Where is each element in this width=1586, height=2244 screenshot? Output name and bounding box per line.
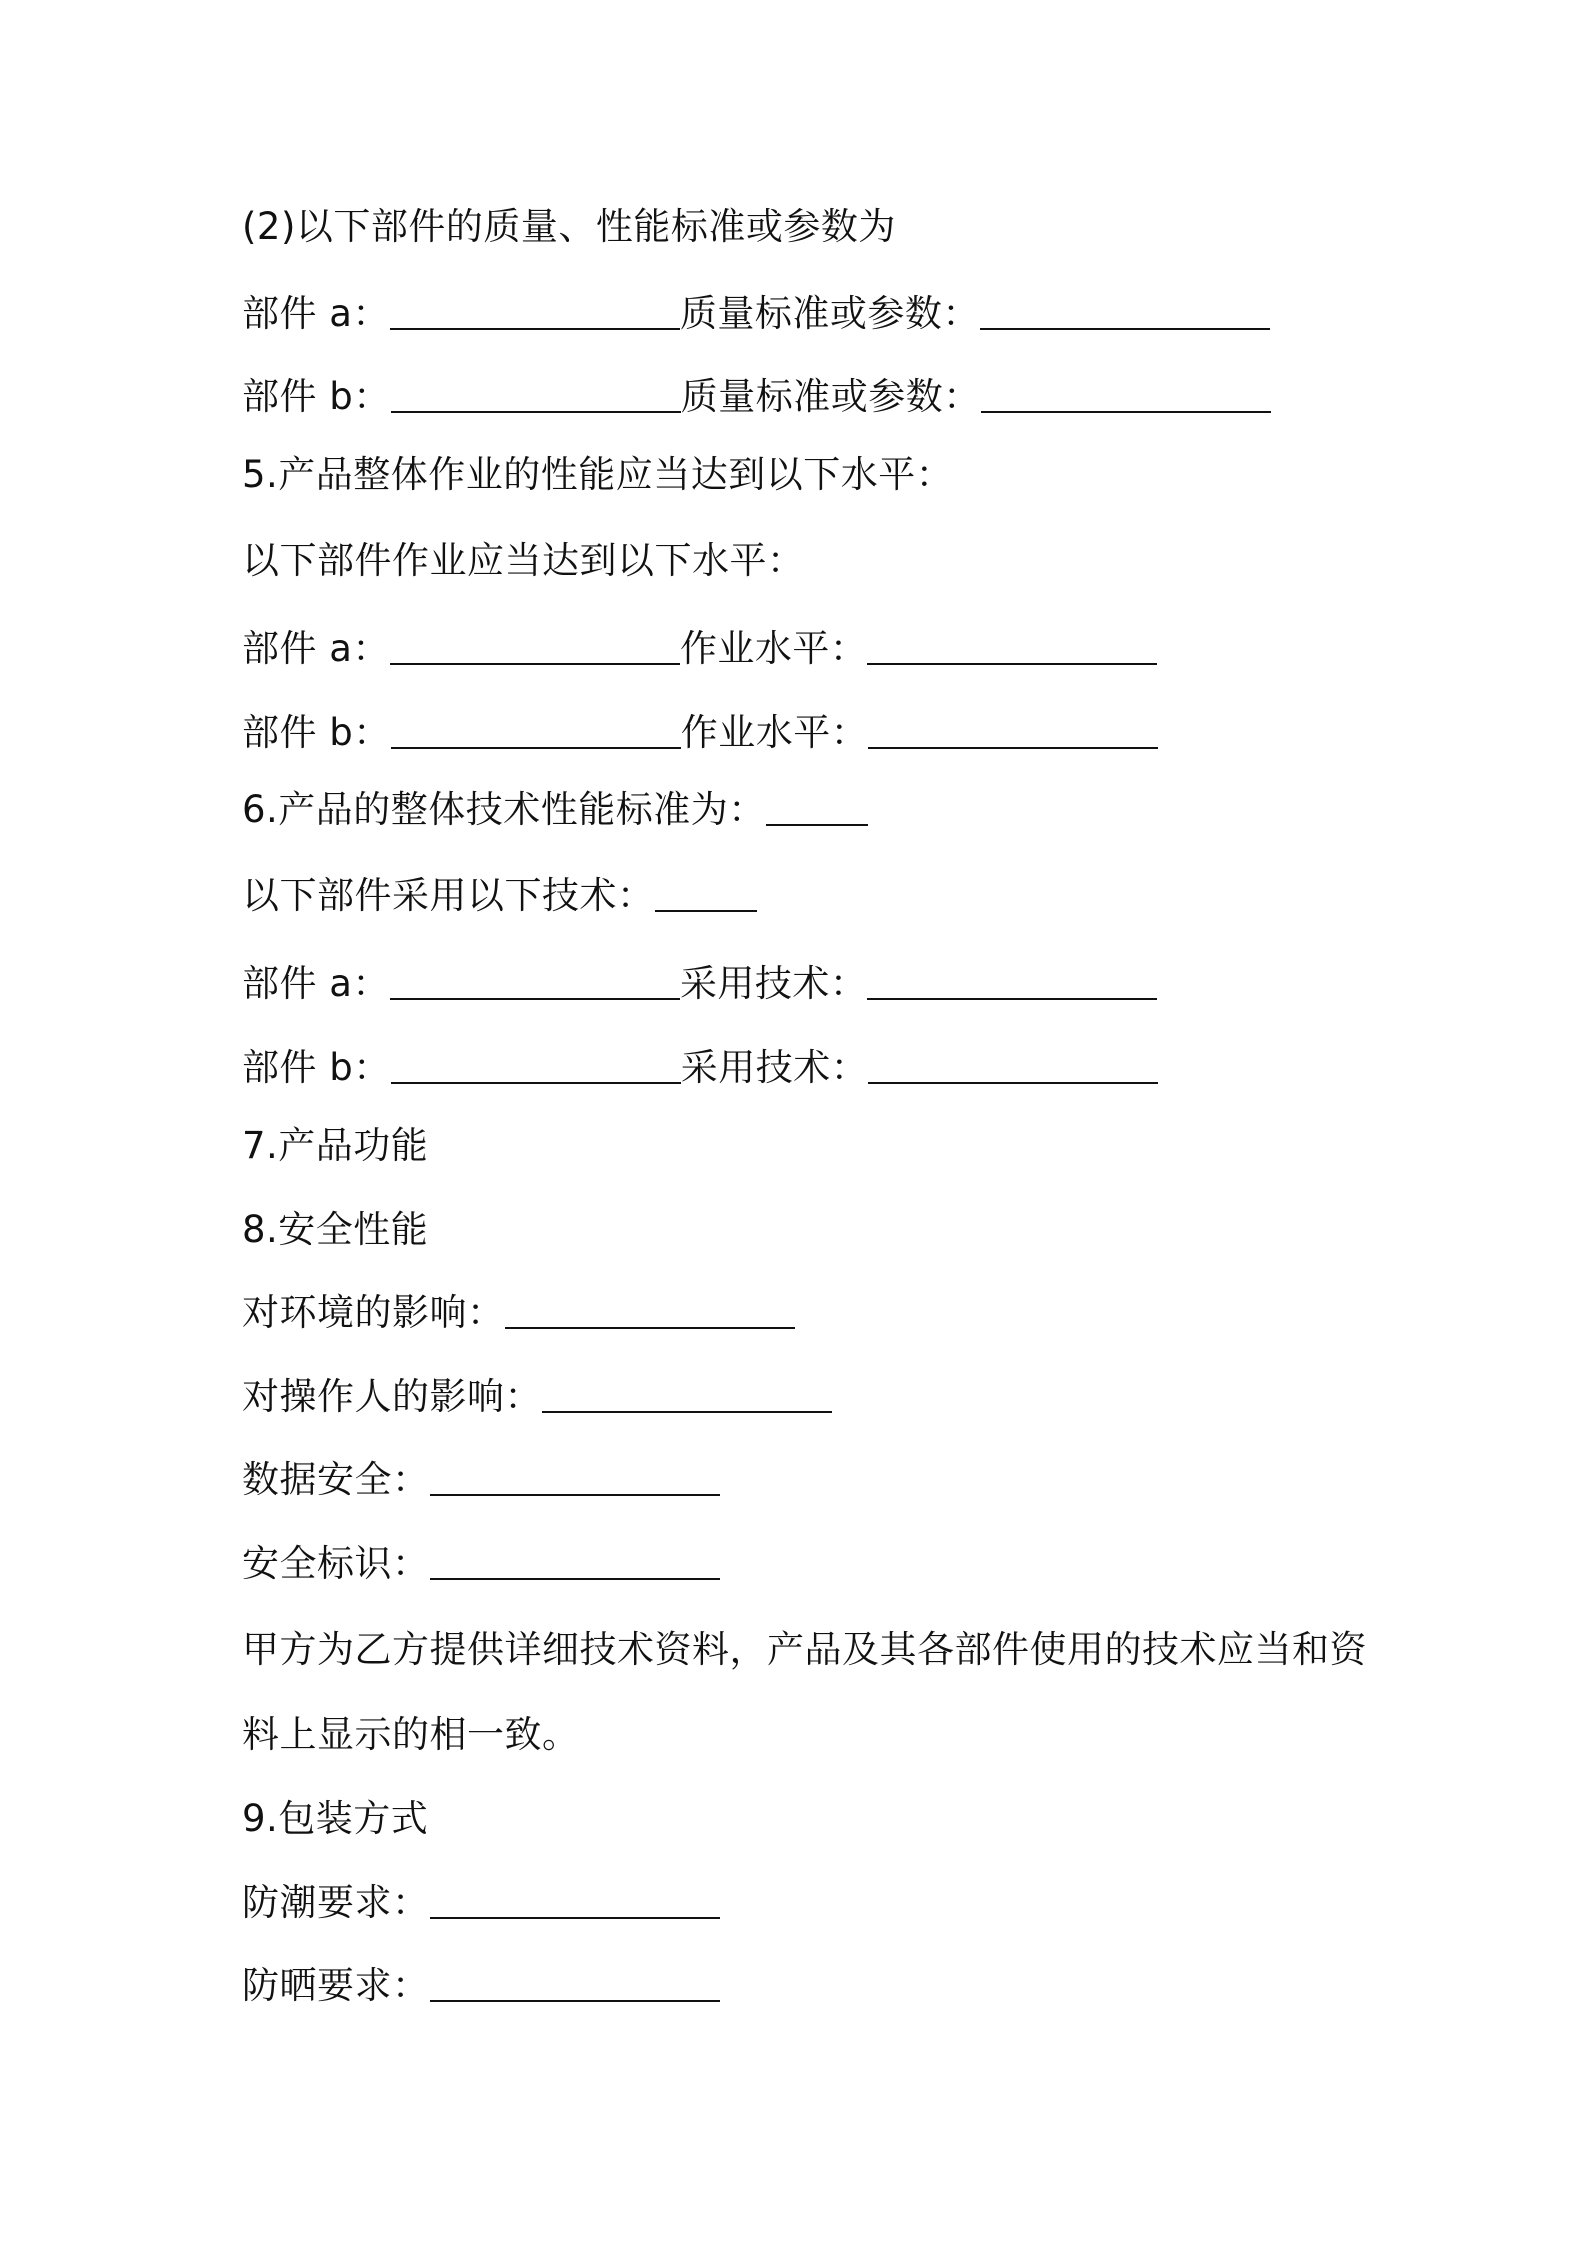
field-label: 防潮要求：: [242, 1881, 430, 1924]
moisture-proof-row: [242, 1881, 720, 1925]
field-label: 以下部件采用以下技术：: [242, 874, 655, 917]
environment-impact-row: [242, 1291, 795, 1335]
environment-impact-blank[interactable]: [505, 1293, 795, 1329]
field-label: 作业水平：: [679, 627, 868, 670]
field-label: 部件 b：: [242, 375, 391, 418]
component-a-name-blank[interactable]: [390, 629, 680, 665]
line-text: 9.包装方式: [242, 1797, 429, 1840]
field-label: 防晒要求：: [242, 1964, 430, 2007]
line-text: 8.安全性能: [242, 1208, 429, 1251]
operator-impact-row: [242, 1375, 832, 1419]
sun-proof-row: [242, 1964, 720, 2008]
component-b-quality-row: [242, 375, 1271, 419]
field-label: 对操作人的影响：: [242, 1375, 542, 1418]
field-label: 对环境的影响：: [242, 1291, 505, 1334]
field-label: 采用技术：: [679, 962, 868, 1005]
section-heading-6: [242, 788, 868, 832]
field-label: 质量标准或参数：: [680, 375, 981, 418]
component-a-operation-blank[interactable]: [867, 629, 1157, 665]
component-a-name-blank[interactable]: [390, 964, 680, 1000]
safety-label-blank[interactable]: [430, 1544, 720, 1580]
component-tech-intro-row: [242, 874, 757, 918]
field-label: 作业水平：: [680, 711, 869, 754]
tech-docs-paragraph-line-2: [242, 1713, 580, 1757]
component-tech-blank[interactable]: [655, 876, 757, 912]
line-text: 料上显示的相一致。: [242, 1713, 580, 1756]
component-b-name-blank[interactable]: [391, 1048, 681, 1084]
component-a-quality-blank[interactable]: [980, 294, 1270, 330]
line-text: 以下部件作业应当达到以下水平：: [242, 539, 805, 582]
moisture-proof-blank[interactable]: [430, 1883, 720, 1919]
line-text: 甲方为乙方提供详细技术资料，产品及其各部件使用的技术应当和资: [242, 1628, 1367, 1671]
field-label: 部件 b：: [242, 711, 391, 754]
field-label: 部件 a：: [242, 292, 390, 335]
component-a-tech-row: [242, 962, 1157, 1006]
tech-docs-paragraph-line-1: [242, 1628, 1367, 1672]
component-b-tech-row: [242, 1046, 1158, 1090]
field-label: 6.产品的整体技术性能标准为：: [242, 788, 766, 831]
section-heading-component-quality: [242, 205, 896, 249]
data-security-row: [242, 1458, 720, 1502]
component-b-tech-blank[interactable]: [868, 1048, 1158, 1084]
section-heading-7: [242, 1124, 428, 1168]
component-a-tech-blank[interactable]: [867, 964, 1157, 1000]
field-label: 数据安全：: [242, 1458, 430, 1501]
component-b-operation-row: [242, 711, 1158, 755]
safety-label-row: [242, 1542, 720, 1586]
component-a-operation-row: [242, 627, 1157, 671]
field-label: 部件 a：: [242, 962, 390, 1005]
field-label: 部件 a：: [242, 627, 390, 670]
line-text: (2)以下部件的质量、性能标准或参数为: [242, 205, 896, 248]
operator-impact-blank[interactable]: [542, 1377, 832, 1413]
line-text: 7.产品功能: [242, 1124, 429, 1167]
overall-tech-standard-blank[interactable]: [766, 790, 868, 826]
field-label: 安全标识：: [242, 1542, 430, 1585]
component-b-operation-blank[interactable]: [868, 713, 1158, 749]
component-b-name-blank[interactable]: [391, 713, 681, 749]
component-a-name-blank[interactable]: [390, 294, 680, 330]
field-label: 质量标准或参数：: [679, 292, 980, 335]
data-security-blank[interactable]: [430, 1460, 720, 1496]
sun-proof-blank[interactable]: [430, 1966, 720, 2002]
component-a-quality-row: [242, 292, 1270, 336]
section-heading-9: [242, 1797, 428, 1841]
section-heading-5: [242, 453, 953, 497]
component-operation-intro: [242, 539, 805, 583]
component-b-name-blank[interactable]: [391, 377, 681, 413]
field-label: 部件 b：: [242, 1046, 391, 1089]
field-label: 采用技术：: [680, 1046, 869, 1089]
component-b-quality-blank[interactable]: [981, 377, 1271, 413]
line-text: 5.产品整体作业的性能应当达到以下水平：: [242, 453, 954, 496]
section-heading-8: [242, 1208, 428, 1252]
